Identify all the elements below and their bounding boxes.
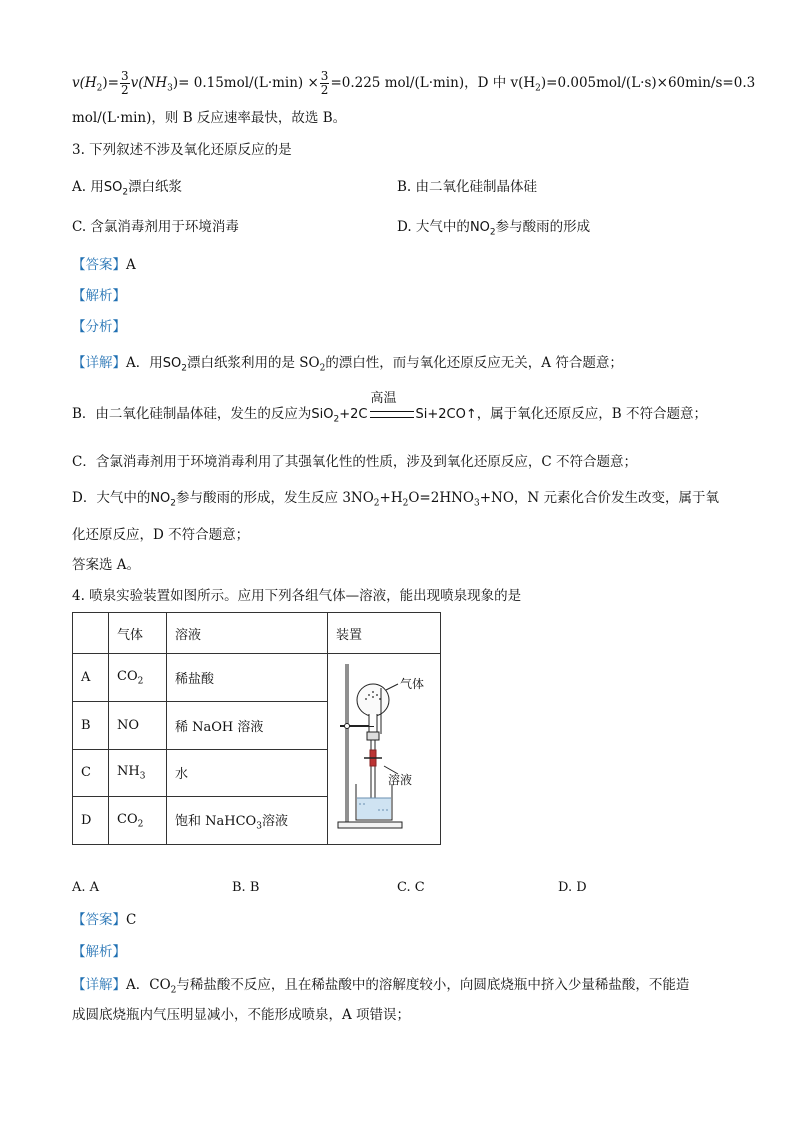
q3-option-c: C. 含氯消毒剂用于环境消毒 — [72, 219, 239, 235]
fraction: $\frac{3}{2}$ — [320, 69, 329, 97]
q3-fenxi-tag: 【分析】 — [72, 319, 126, 335]
figure-label-gas: 气体 — [400, 677, 425, 691]
table-row: B NO 稀 NaOH 溶液 — [73, 701, 441, 749]
q4-detail-a-cont: 成圆底烧瓶内气压明显减小，不能形成喷泉，A 项错误； — [72, 1007, 411, 1023]
q3-stem: 3. 下列叙述不涉及氧化还原反应的是 — [72, 142, 292, 158]
answer-tag: 【答案】 — [72, 257, 126, 273]
reaction-equation: SiO$_2$+2C 高温 Si+2CO↑ — [311, 391, 477, 425]
table-row: A $CO_2$ 稀盐酸 气体 溶液 — [73, 654, 441, 702]
q3-detail-a: 【详解】A．用$SO_2$漂白纸浆利用的是 $SO_2$的漂白性，而与氧化还原反应无关，A 符合题意； — [72, 355, 623, 374]
q3-detail-b: B．由二氧化硅制晶体硅，发生的反应为SiO$_2$+2C 高温 Si+2CO↑，属于氧化还原反应，B 不符合题意； — [72, 391, 707, 425]
q4-option-b: B. B — [232, 880, 260, 895]
table-row: C $NH_3$ 水 — [73, 749, 441, 797]
q4-table — [72, 612, 441, 845]
prev-line-1: $v(H_2)=$ $\frac{3}{2}$ $v(NH_3)= 0.15mol/(L\cdot\min)$ × $\frac{3}{2}$ =0.225 mol/(L·min)，D 中 $v(H_2)=0.005mol/(L\cdot s)\times 60\min/s=0.3$ — [72, 69, 756, 97]
q3-option-a: A. 用$SO_2$漂白纸浆 — [72, 179, 183, 198]
q4-option-c: C. C — [397, 880, 425, 895]
apparatus-cell — [328, 654, 441, 845]
fountain-apparatus-figure — [328, 654, 440, 840]
fraction: $\frac{3}{2}$ — [121, 69, 129, 97]
q4-detail-a: 【详解】A．$CO_2$与稀盐酸不反应，且在稀盐酸中的溶解度较小，向圆底烧瓶中挤入少量稀盐酸，不能造 — [72, 977, 690, 996]
q3-option-b: B. 由二氧化硅制晶体硅 — [397, 179, 538, 195]
q4-stem: 4. 喷泉实验装置如图所示。应用下列各组气体—溶液，能出现喷泉现象的是 — [72, 588, 522, 604]
q3-detail-c: C．含氯消毒剂用于环境消毒利用了其强氧化性的性质，涉及到氧化还原反应，C 不符合题意； — [72, 454, 637, 470]
q4-analysis-tag: 【解析】 — [72, 944, 126, 960]
q3-analysis-tag: 【解析】 — [72, 288, 126, 304]
reaction-condition: 高温 — [370, 391, 397, 406]
table-header-row: 气体 溶液 装置 — [73, 613, 441, 654]
q4-option-a: A. A — [72, 880, 100, 895]
q3-detail-d: D．大气中的$NO_2$参与酸雨的形成，发生反应 $3NO_2+H_2O=2HNO_3+NO$，N 元素化合价发生改变，属于氧 — [72, 490, 720, 509]
table-row: D $CO_2$ 饱和 NaHCO$_3$溶液 — [73, 797, 441, 845]
q3-answer: 【答案】A — [72, 257, 136, 273]
q3-conclusion: 答案选 A。 — [72, 557, 141, 573]
q4-answer: 【答案】C — [72, 912, 137, 928]
q3-detail-d-cont: 化还原反应，D 不符合题意； — [72, 527, 250, 543]
q3-option-d: D. 大气中的$NO_2$参与酸雨的形成 — [397, 219, 591, 238]
prev-line-2: mol/(L·min)，则 B 反应速率最快，故选 B。 — [72, 110, 347, 126]
figure-label-solution: 溶液 — [388, 773, 413, 787]
q4-option-d: D. D — [558, 880, 587, 895]
